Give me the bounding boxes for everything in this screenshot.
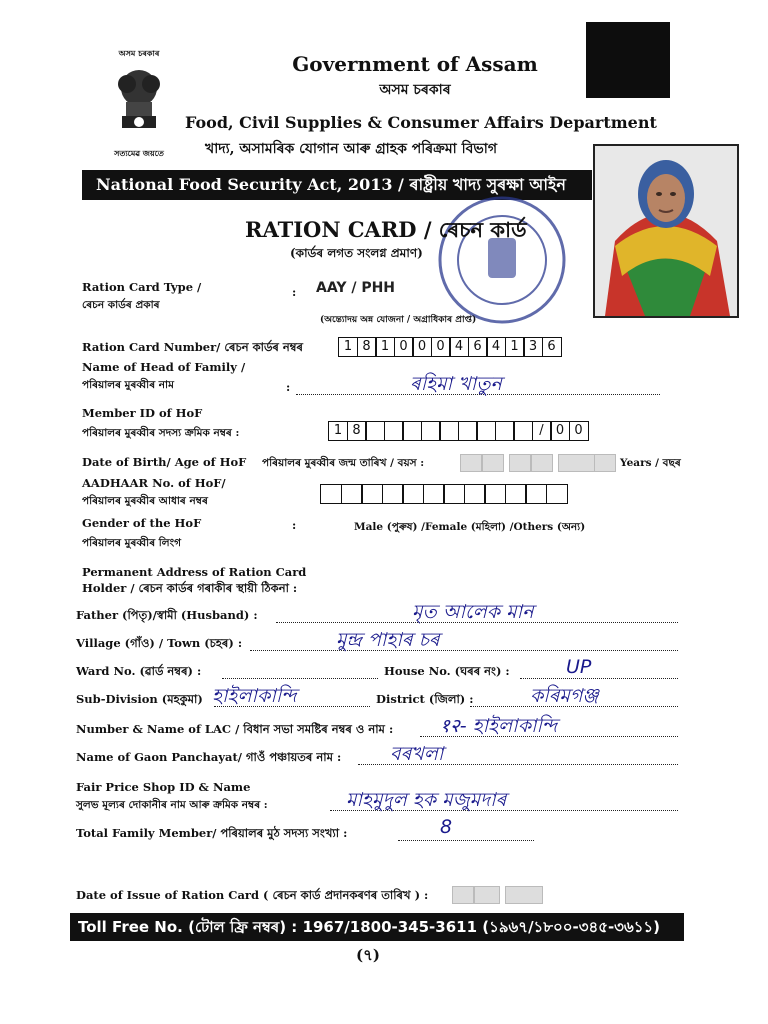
card-number-digit-box: 8 (357, 337, 377, 357)
member-id-label: Member ID of HoF (82, 406, 203, 420)
card-subtitle: (কাৰ্ডৰ লগত সংলগ্ন প্ৰমাণ) (290, 246, 423, 260)
address-label: Permanent Address of Ration Card (82, 565, 307, 579)
card-number-digit-box: 1 (375, 337, 395, 357)
issue-label: Date of Issue of Ration Card ( ৰেচন কাৰ্ড প্ৰদানকৰণৰ তাৰিখ ) : (76, 888, 429, 902)
fps-label: Fair Price Shop ID & Name (76, 780, 251, 794)
member-id-digit-box: 1 (328, 421, 348, 441)
ashoka-emblem-icon (96, 58, 182, 144)
redaction-box (586, 22, 670, 98)
member-id-label-beng: পৰিয়ালৰ মুৰব্বীৰ সদস্য ক্ৰমিক নম্বৰ : (82, 427, 240, 439)
page-number: (৭) (356, 946, 380, 964)
member-id-digit-box: 0 (569, 421, 589, 441)
card-number-digit-box: 0 (394, 337, 414, 357)
member-id-digit-box (513, 421, 533, 441)
hof-name-value: ৰহিমা খাতুন (410, 373, 502, 395)
gov-title-beng: অসম চৰকাৰ (379, 82, 451, 98)
gender-label-beng: পৰিয়ালৰ মুৰব্বীৰ লিংগ (82, 537, 181, 549)
dob-boxes (460, 452, 600, 472)
card-number-label: Ration Card Number/ ৰেচন কাৰ্ডৰ নম্বৰ (82, 340, 304, 354)
card-number-digit-box: 6 (542, 337, 562, 357)
card-type-hint: (অন্ত্যোদয় অন্ন যোজনা / অগ্ৰাধিকাৰ প্ৰাপ্ত) (320, 315, 477, 325)
aadhaar-digit-box (484, 484, 506, 504)
aadhaar-digit-box (443, 484, 465, 504)
member-id-boxes (328, 421, 587, 441)
card-type-value: AAY / PHH (316, 280, 396, 296)
aadhaar-digit-box (464, 484, 486, 504)
emblem-caption-top: অসম চৰকাৰ (118, 48, 160, 58)
lac-value: १२- হাইলাকান্দি (440, 715, 558, 737)
address-label-2: Holder / ৰেচন কাৰ্ডৰ গৰাকীৰ স্থায়ী ঠিকনা : (82, 581, 298, 595)
gp-value: বৰখলা (390, 743, 444, 765)
aadhaar-digit-box (361, 484, 383, 504)
card-type-label-beng: ৰেচন কাৰ্ডৰ প্ৰকাৰ (82, 299, 160, 311)
member-id-digit-box (476, 421, 496, 441)
member-id-digit-box (439, 421, 459, 441)
member-id-digit-box (495, 421, 515, 441)
village-value: মুন্দ্ৰ পাহাৰ চৰ (336, 629, 440, 651)
aadhaar-digit-box (423, 484, 445, 504)
hof-name-label-beng: পৰিয়ালৰ মুৰব্বীৰ নাম (82, 379, 174, 391)
card-number-digit-box: 0 (412, 337, 432, 357)
card-number-digit-box: 4 (486, 337, 506, 357)
card-number-digit-box: 6 (468, 337, 488, 357)
member-id-digit-box (421, 421, 441, 441)
card-number-boxes (338, 337, 560, 357)
fps-label-beng: সুলভ মূল্যৰ দোকানীৰ নাম আৰু ক্ৰমিক নম্বৰ : (76, 799, 268, 811)
subdivision-value: হাইলাকান্দি (212, 685, 297, 707)
member-id-digit-box: / (532, 421, 552, 441)
holder-photo (593, 144, 739, 318)
aadhaar-digit-box (505, 484, 527, 504)
card-title: RATION CARD / ৰেচন কাৰ্ড (245, 217, 527, 242)
village-label: Village (গাঁও) / Town (চহৰ) : (76, 636, 243, 650)
subdivision-label: Sub-Division (মহকুমা) (76, 692, 203, 706)
lac-label: Number & Name of LAC / বিধান সভা সমষ্টিৰ নম্বৰ ও নাম : (76, 722, 394, 736)
member-id-digit-box (365, 421, 385, 441)
member-id-digit-box (402, 421, 422, 441)
gender-options: Male (পুৰুষ) /Female (মহিলা) /Others (অন্য) (354, 521, 586, 533)
member-id-digit-box: 0 (550, 421, 570, 441)
aadhaar-digit-box (382, 484, 404, 504)
member-id-digit-box: 8 (347, 421, 367, 441)
total-label: Total Family Member/ পৰিয়ালৰ মুঠ সদস্য সংখ্যা : (76, 826, 348, 840)
toll-free-bar: Toll Free No. (টোল ফ্ৰি নম্বৰ) : 1967/1800-345-3611 (১৯৬৭/১৮০০-৩৪৫-৩৬১১) (70, 913, 684, 941)
district-value: কৰিমগঞ্জ (530, 685, 599, 707)
card-number-digit-box: 4 (449, 337, 469, 357)
aadhaar-digit-box (546, 484, 568, 504)
hof-name-label: Name of Head of Family / (82, 360, 246, 374)
act-bar: National Food Security Act, 2013 / ৰাষ্ট্ৰীয় খাদ্য সুৰক্ষা আইন (82, 170, 592, 200)
member-id-digit-box (458, 421, 478, 441)
fps-value: মাহমুদুল হক মজুমদাৰ (346, 789, 507, 811)
father-value: মৃত আলেক মান (412, 601, 534, 623)
years-label: Years / বছৰ (620, 457, 681, 469)
aadhaar-digit-box (525, 484, 547, 504)
dept-title-beng: খাদ্য, অসামৰিক যোগান আৰু গ্ৰাহক পৰিক্ৰমা বিভাগ (205, 141, 498, 157)
card-type-label: Ration Card Type / (82, 280, 202, 294)
aadhaar-digit-box (320, 484, 342, 504)
gp-label: Name of Gaon Panchayat/ গাওঁ পঞ্চায়তৰ নাম : (76, 750, 342, 764)
aadhaar-label: AADHAAR No. of HoF/ (82, 476, 226, 490)
card-number-digit-box: 1 (505, 337, 525, 357)
father-label: Father (পিতৃ)/স্বামী (Husband) : (76, 608, 258, 622)
member-id-digit-box (384, 421, 404, 441)
aadhaar-digit-box (341, 484, 363, 504)
official-stamp-icon (422, 190, 582, 330)
district-label: District (জিলা) : (376, 692, 474, 706)
issue-date-boxes (452, 884, 543, 904)
card-number-digit-box: 0 (431, 337, 451, 357)
aadhaar-digit-box (402, 484, 424, 504)
dob-label: Date of Birth/ Age of HoF (82, 455, 247, 469)
dob-label-beng: পৰিয়ালৰ মুৰব্বীৰ জন্ম তাৰিখ / বয়স : (262, 457, 425, 469)
gender-label: Gender of the HoF (82, 516, 202, 530)
aadhaar-boxes (320, 484, 566, 504)
aadhaar-label-beng: পৰিয়ালৰ মুৰব্বীৰ আধাৰ নম্বৰ (82, 495, 208, 507)
house-value: UP (566, 656, 592, 678)
emblem-caption-bottom: সত্যমেৱ জয়তে (114, 148, 164, 158)
total-value: 8 (440, 816, 453, 838)
dept-title: Food, Civil Supplies & Consumer Affairs Department (185, 113, 657, 132)
card-number-digit-box: 1 (338, 337, 358, 357)
ward-label: Ward No. (ৱাৰ্ড নম্বৰ) : (76, 664, 202, 678)
house-label: House No. (ঘৰৰ নং) : (384, 664, 510, 678)
gov-title: Government of Assam (292, 52, 538, 76)
card-number-digit-box: 3 (523, 337, 543, 357)
state-emblem (96, 48, 182, 164)
